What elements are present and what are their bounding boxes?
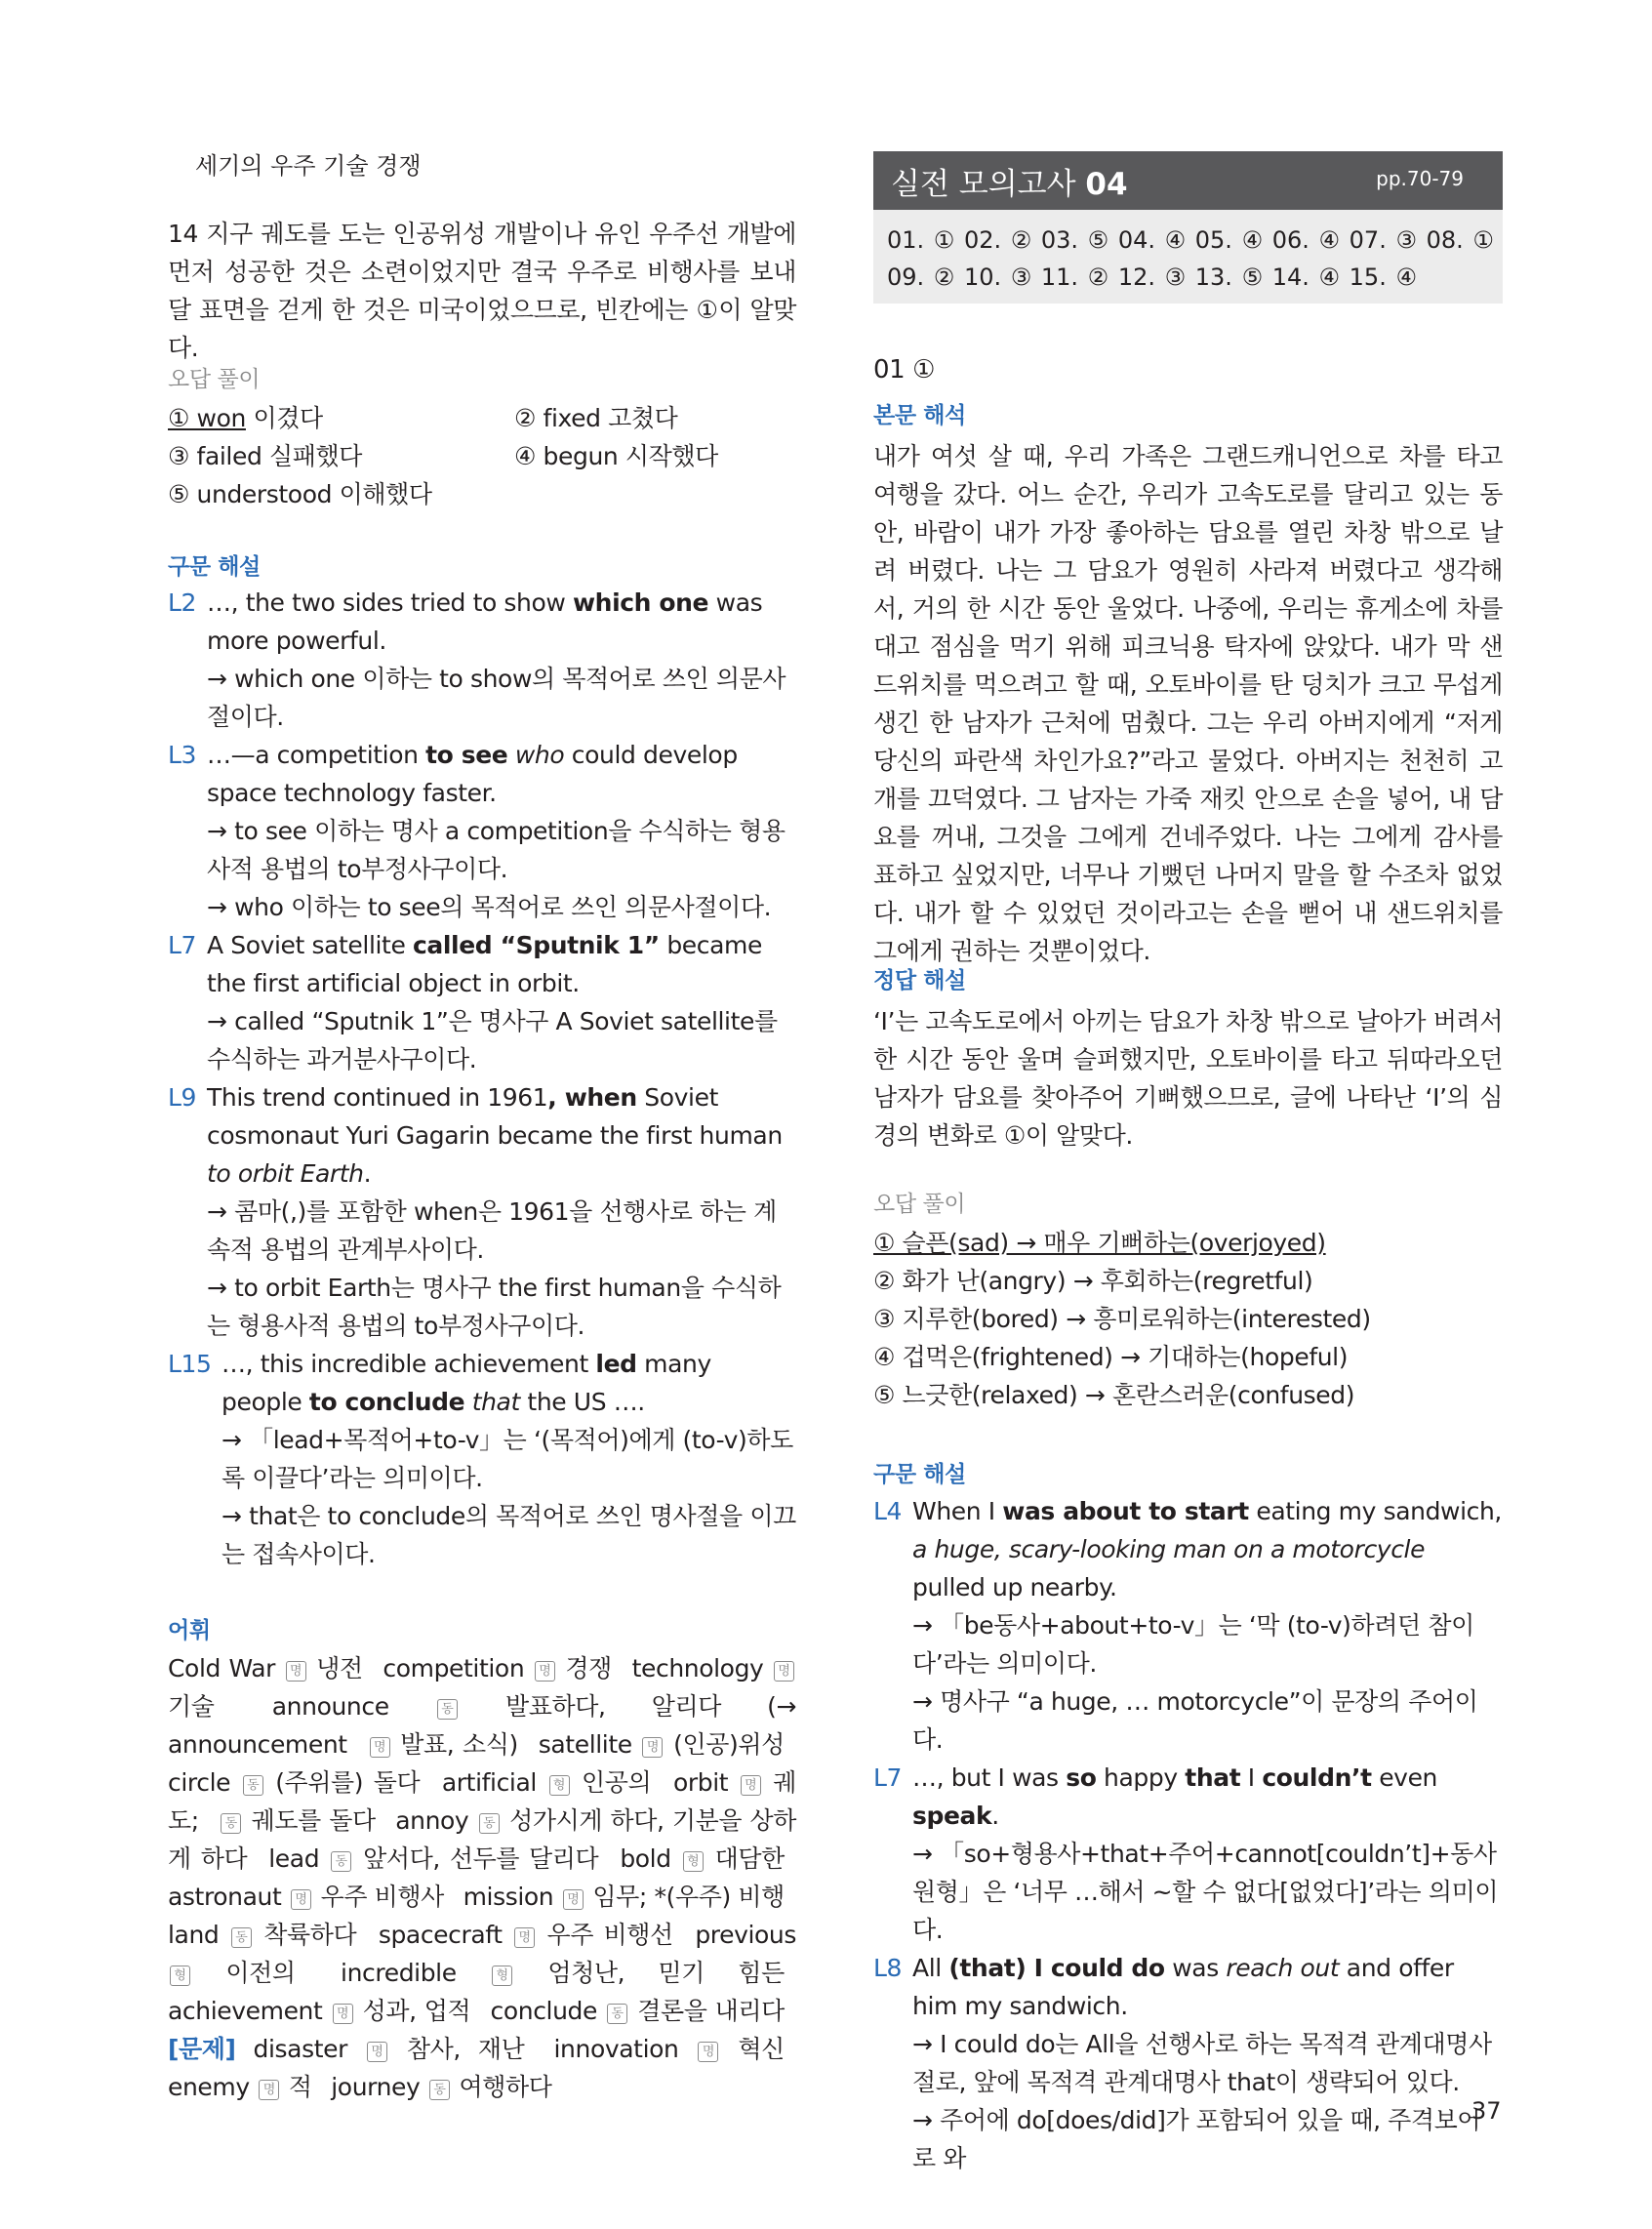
vocab-item: innovation 명 혁신 [553, 2035, 785, 2063]
vocab-item: [문제] disaster 명 참사, 재난 [168, 2035, 525, 2063]
syntax-note: → 「so+형용사+that+주어+cannot[couldn’t]+동사원형」은 ‘너무 …해서 ~할 수 없다[없었다]’라는 의미이다. [912, 1840, 1499, 1944]
syntax-item-l7: L7 …, but I was so happy that I couldn’t even speak. [873, 1759, 1503, 1835]
vocab-item: bold 형 대담한 [620, 1844, 785, 1873]
part-of-speech-icon: 형 [683, 1851, 704, 1872]
part-of-speech-icon: 동 [479, 1813, 500, 1834]
vocab-item: annoy 동 성가시게 하다, 기분을 상하게 하다 [168, 1806, 796, 1873]
wrong-answer-title: 오답 풀이 [168, 367, 261, 392]
vocab-item: circle 동 (주위를) 돌다 [168, 1768, 421, 1797]
part-of-speech-icon: 형 [170, 1966, 190, 1986]
line-ref: L9 [168, 1083, 197, 1112]
vocab-item: orbit 명 궤도; [168, 1768, 797, 1835]
vocab-item: lead 동 앞서다, 선두를 달리다 [268, 1844, 599, 1873]
part-of-speech-icon: 명 [563, 1889, 584, 1910]
part-of-speech-icon: 동 [437, 1699, 458, 1720]
syntax-note: → 「be동사+about+to-v」는 ‘막 (to-v)하려던 참이다’라는 의미이다. [912, 1611, 1474, 1678]
option-4: ④ begun 시작했다 [514, 442, 718, 470]
answer-key [873, 210, 1503, 304]
part-of-speech-icon: 명 [259, 2080, 279, 2100]
part-of-speech-icon: 동 [607, 2004, 627, 2024]
part-of-speech-icon: 명 [333, 2004, 353, 2024]
test-banner [873, 151, 1503, 210]
part-of-speech-icon: 명 [698, 2042, 718, 2062]
option-1: ① won 이겼다 [168, 404, 323, 432]
vocab-item: achievement 명 성과, 업적 [168, 1997, 471, 2025]
part-of-speech-icon: 동 [221, 1813, 241, 1834]
line-ref: L7 [168, 931, 197, 959]
syntax-note: → who 이하는 to see의 목적어로 쓰인 의문사절이다. [207, 893, 772, 921]
syntax-item-l8: L8 All (that) I could do was reach out and offer him my sandwich. [873, 1949, 1503, 2025]
answer-explanation-text: ‘I’는 고속도로에서 아끼는 담요가 차창 밖으로 날아가 버려서 한 시간 동안 울며 슬퍼했지만, 오토바이를 타고 뒤따라오던 남자가 담요를 찾아주어 기뻐했으므로, 글에 나타난 ‘I’의 심경의 변화로 ①이 알맞다. [873, 1007, 1503, 1150]
syntax-note: → to orbit Earth는 명사구 the first human을 수식하는 형용사적 용법의 to부정사구이다. [207, 1274, 782, 1340]
part-of-speech-icon: 명 [741, 1775, 761, 1796]
vocab-item: conclude 동 결론을 내리다 [490, 1997, 785, 2025]
answer-key-line: 01. ① 02. ② 03. ⑤ 04. ④ 05. ④ 06. ④ 07. ③ 08. ① [887, 226, 1494, 254]
vocab-item: land 동 착륙하다 [168, 1921, 357, 1949]
line-ref: L3 [168, 741, 197, 769]
part-of-speech-icon: 명 [642, 1737, 663, 1758]
vocab-item: satellite 명 (인공)위성 [538, 1730, 785, 1759]
vocab-title: 어휘 [168, 1618, 211, 1643]
banner-pages: pp.70-79 [1376, 167, 1464, 190]
line-ref: L2 [168, 588, 197, 617]
part-of-speech-icon: 명 [367, 2042, 387, 2062]
syntax-list [168, 584, 796, 1573]
banner-title: 실전 모의고사 04 [891, 167, 1128, 202]
option-3: ③ 지루한(bored) → 흥미로워하는(interested) [873, 1305, 1371, 1333]
syntax-note: → that은 to conclude의 목적어로 쓰인 명사절을 이끄는 접속사이다. [222, 1502, 796, 1568]
vocab-item: mission 명 임무; *(우주) 비행 [463, 1883, 785, 1911]
part-of-speech-icon: 명 [286, 1661, 306, 1682]
vocab-item: enemy 명 적 [168, 2073, 312, 2101]
syntax-note: → 주어에 do[does/did]가 포함되어 있을 때, 주격보어로 와 [912, 2106, 1481, 2172]
syntax-note: → which one 이하는 to show의 목적어로 쓰인 의문사절이다. [207, 665, 786, 731]
syntax-item-l9: L9 This trend continued in 1961, when Soviet cosmonaut Yuri Gagarin became the first human to orbit Earth. [168, 1078, 796, 1193]
line-ref: L8 [873, 1954, 903, 1982]
option-2: ② 화가 난(angry) → 후회하는(regretful) [873, 1267, 1313, 1295]
part-of-speech-icon: 동 [243, 1775, 263, 1796]
syntax-item-l4: L4 When I was about to start eating my sandwich, a huge, scary-looking man on a motorcycle pulled up nearby. [873, 1492, 1503, 1606]
option-5: ⑤ 느긋한(relaxed) → 혼란스러운(confused) [873, 1381, 1355, 1409]
q14-explanation: 14 지구 궤도를 도는 인공위성 개발이나 유인 우주선 개발에 먼저 성공한 것은 소련이었지만 결국 우주로 비행사를 보내 달 표면을 걷게 한 것은 미국이었으므로, 빈칸에는 ①이 알맞다. [168, 220, 796, 362]
running-header: 세기의 우주 기술 경쟁 [195, 152, 422, 180]
syntax-item-l3: L3 …—a competition to see who could develop space technology faster. [168, 736, 796, 812]
vocab-item: astronaut 명 우주 비행사 [168, 1883, 444, 1911]
vocab-item: incredible 형 엄청난, 믿기 힘든 [341, 1959, 785, 1987]
q01-answer: 01 ① [873, 355, 936, 385]
part-of-speech-icon: 명 [291, 1889, 311, 1910]
part-of-speech-icon: 형 [492, 1966, 512, 1986]
line-ref: L15 [168, 1350, 212, 1378]
part-of-speech-icon: 동 [429, 2080, 450, 2100]
vocab-item: 명 발표, 소식) [368, 1730, 518, 1759]
page-number: 37 [1471, 2097, 1502, 2125]
syntax-note: → 명사구 “a huge, … motorcycle”이 문장의 주어이다. [912, 1687, 1478, 1754]
wrong-answer-options [873, 1224, 1503, 1414]
part-of-speech-icon: 명 [514, 1927, 535, 1948]
option-2: ② fixed 고쳤다 [514, 404, 678, 432]
vocab-item: previous 형 이전의 [168, 1921, 796, 1987]
syntax-item-l15: L15 …, this incredible achievement led many people to conclude that the US …. [168, 1345, 796, 1421]
part-of-speech-icon: 명 [370, 1737, 390, 1758]
syntax-note: → called “Sputnik 1”은 명사구 A Soviet satellite를 수식하는 과거분사구이다. [207, 1007, 778, 1074]
part-of-speech-icon: 명 [535, 1661, 555, 1682]
syntax-note: → I could do는 All을 선행사로 하는 목적격 관계대명사절로, 앞에 목적격 관계대명사 that이 생략되어 있다. [912, 2030, 1492, 2096]
option-4: ④ 겁먹은(frightened) → 기대하는(hopeful) [873, 1343, 1349, 1371]
syntax-title: 구문 해설 [168, 554, 261, 580]
option-3: ③ failed 실패했다 [168, 442, 362, 470]
wrong-answer-options [168, 399, 796, 513]
option-5: ⑤ understood 이해했다 [168, 480, 432, 508]
vocab-item: artificial 형 인공의 [441, 1768, 652, 1797]
part-of-speech-icon: 명 [774, 1661, 794, 1682]
wrong-answer-title: 오답 풀이 [873, 1192, 966, 1217]
vocab-list [168, 1649, 796, 2106]
answer-key-line: 09. ② 10. ③ 11. ② 12. ③ 13. ⑤ 14. ④ 15. ④ [887, 263, 1417, 291]
syntax-title: 구문 해설 [873, 1462, 966, 1487]
line-ref: L4 [873, 1497, 903, 1525]
part-of-speech-icon: 동 [231, 1927, 252, 1948]
vocab-item: 동 궤도를 돌다 [219, 1806, 376, 1835]
vocab-item: journey 동 여행하다 [331, 2073, 552, 2101]
line-ref: L7 [873, 1763, 903, 1792]
vocab-item: Cold War 명 냉전 [168, 1654, 363, 1682]
translation-text: 내가 여섯 살 때, 우리 가족은 그랜드캐니언으로 차를 타고 여행을 갔다. 어느 순간, 우리가 고속도로를 달리고 있는 동안, 바람이 내가 가장 좋아하는 담요를 열린 차창 밖으로 날려 버렸다. 나는 그 담요가 영원히 사라져 버렸다고 생각해서, 거의 한 시간 동안 울었다. 나중에, 우리는 휴게소에 차를 대고 점심을 먹기 위해 피크닉용 탁자에 앉았다. 내가 막 샌드위치를 먹으려고 할 때, 오토바이를 탄 덩치가 크고 무섭게 생긴 한 남자가 근처에 멈췄다. 그는 우리 아버지에게 “저게 당신의 파란색 차인가요?”라고 물었다. 아버지는 천천히 고개를 끄덕였다. 그 남자는 가죽 재킷 안으로 손을 넣어, 내 담요를 꺼내, 그것을 그에게 건네주었다. 나는 그에게 감사를 표하고 싶었지만, 너무나 기뻤던 나머지 말을 할 수조차 없었다. 내가 할 수 있었던 것이라고는 손을 뻗어 내 샌드위치를 그에게 권하는 것뿐이었다. [873, 442, 1503, 965]
syntax-list [873, 1492, 1503, 2177]
answer-explanation-title: 정답 해설 [873, 968, 966, 993]
syntax-item-l2: L2 …, the two sides tried to show which one was more powerful. [168, 584, 796, 660]
vocab-item: spacecraft 명 우주 비행선 [378, 1921, 673, 1949]
syntax-item-l7: L7 A Soviet satellite called “Sputnik 1” became the first artificial object in orbit. [168, 926, 796, 1002]
vocab-item: announce 동 발표하다, 알리다 (→ announcement [168, 1692, 796, 1759]
part-of-speech-icon: 동 [331, 1851, 351, 1872]
vocab-item: competition 명 경쟁 [383, 1654, 612, 1682]
option-1: ① 슬픈(sad) → 매우 기뻐하는(overjoyed) [873, 1229, 1326, 1257]
syntax-note: → 콤마(,)를 포함한 when은 1961을 선행사로 하는 계속적 용법의 관계부사이다. [207, 1197, 777, 1264]
translation-title: 본문 해석 [873, 403, 966, 428]
syntax-note: → 「lead+목적어+to-v」는 ‘(목적어)에게 (to-v)하도록 이끌다’라는 의미이다. [222, 1426, 793, 1492]
vocab-item: technology 명 기술 [168, 1654, 796, 1721]
syntax-note: → to see 이하는 명사 a competition을 수식하는 형용사적 용법의 to부정사구이다. [207, 817, 786, 883]
part-of-speech-icon: 형 [549, 1775, 570, 1796]
